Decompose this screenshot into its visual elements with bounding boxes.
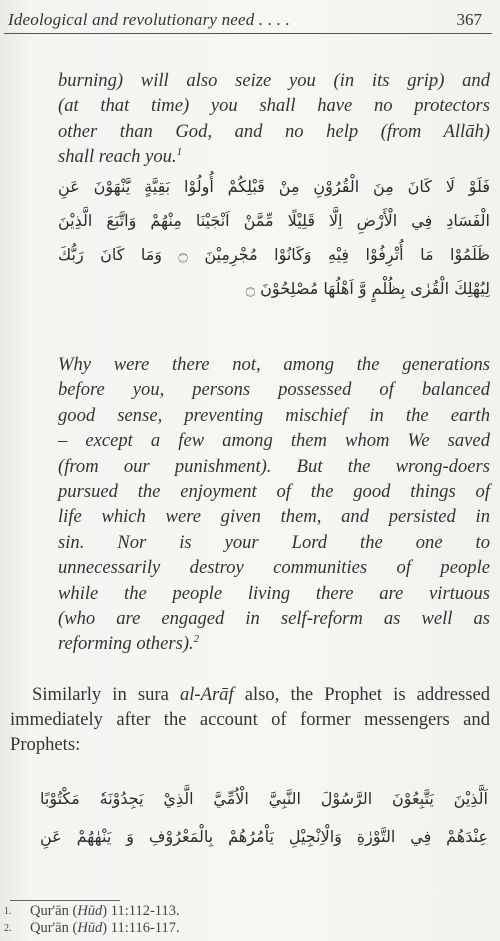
- body-paragraph: [10, 682, 490, 757]
- footnote-ref-2: 2: [193, 633, 200, 646]
- arabic-line: الْفَسَادِ فِي الْأَرْضِ اِلَّا قَلِيْلًا مِّمَّنْ اَنْجَيْنَا مِنْهُمْ وَاتَّبَعَ الَّذِيْنَ: [58, 211, 490, 230]
- quote-line: other than God, and no help (from Allāh): [58, 120, 490, 142]
- footnote-1: 1. Qur'ān (Hūd) 11:112-113.: [4, 903, 180, 919]
- footnote-2: 2. Qur'ān (Hūd) 11:116-117.: [4, 920, 180, 936]
- paragraph-line: Prophets:: [10, 734, 81, 755]
- quote-line-last: reforming others).$^2$: [58, 633, 200, 655]
- footnotes: [4, 903, 180, 937]
- translation-quote-1: [58, 68, 490, 170]
- translation-quote-2: [58, 352, 490, 657]
- sura-name: al-Arāf: [179, 684, 234, 705]
- quote-line: (at that time) you shall have no protectors: [58, 95, 490, 117]
- quote-line: unnecessarily destroy communities of people: [58, 557, 490, 579]
- quote-line-last: shall reach you.$^1$: [58, 146, 183, 168]
- paragraph-line: Similarly in sura al-Arāf also, the Prophet is addressed: [32, 684, 490, 705]
- quote-line: pursued the enjoyment of the good things of: [58, 481, 490, 503]
- quote-line: sin. Nor is your Lord the one to: [58, 531, 490, 553]
- arabic-verse-1: [58, 170, 490, 306]
- page-number: 367: [456, 10, 482, 29]
- running-header: [0, 8, 500, 34]
- arabic-line: اَلَّذِيْنَ يَتَّبِعُوْنَ الرَّسُوْلَ النَّبِيَّ الْاُمِّيَّ الَّذِيْ يَجِدُوْنَهٗ مَكْتُوْبًا: [40, 789, 488, 808]
- quote-line: (who are engaged in self-reform as well as: [58, 608, 490, 630]
- header-rule: [4, 33, 492, 34]
- arabic-verse-2: [40, 780, 488, 856]
- quote-line: life which were given them, and persisted in: [58, 506, 490, 528]
- quote-line: while the people living there are virtuous: [58, 582, 490, 604]
- footnote-ref-1: 1: [176, 146, 183, 159]
- arabic-line: عِنْدَهُمْ فِي التَّوْرٰةِ وَالْاِنْجِيْلِ يَاْمُرُهُمْ بِالْمَعْرُوْفِ وَ يَنْهٰهُمْ عَنِ: [40, 827, 488, 846]
- arabic-line: ظَلَمُوْا مَا أُتْرِفُوْا فِيْهِ وَكَانُوْا مُجْرِمِيْنَ ۝ وَمَا كَانَ رَبُّكَ: [58, 245, 491, 264]
- arabic-line: فَلَوْ لَا كَانَ مِنَ الْقُرُوْنِ مِنْ قَبْلِكُمْ أُولُوْا بَقِيَّةٍ يَّنْهَوْنَ عَنِ: [58, 177, 490, 196]
- arabic-line: لِيُهْلِكَ الْقُرٰى بِظُلْمٍ وَّ اَهْلُهَا مُصْلِحُوْنَ ۝: [245, 279, 490, 298]
- quote-line: burning) will also seize you (in its grip) and: [58, 70, 490, 91]
- quote-line: good sense, preventing mischief in the earth: [58, 404, 490, 426]
- quote-line: Why were there not, among the generations: [58, 354, 490, 375]
- quote-line: – except a few among them whom We saved: [58, 430, 490, 452]
- running-title: Ideological and revolutionary need . . . .: [8, 10, 291, 29]
- quote-line: (from our punishment). But the wrong-doers: [58, 455, 490, 477]
- quote-line: before you, persons possessed of balanced: [58, 379, 490, 401]
- paragraph-line: immediately after the account of former messengers and: [10, 709, 490, 730]
- footnote-rule: [10, 900, 120, 901]
